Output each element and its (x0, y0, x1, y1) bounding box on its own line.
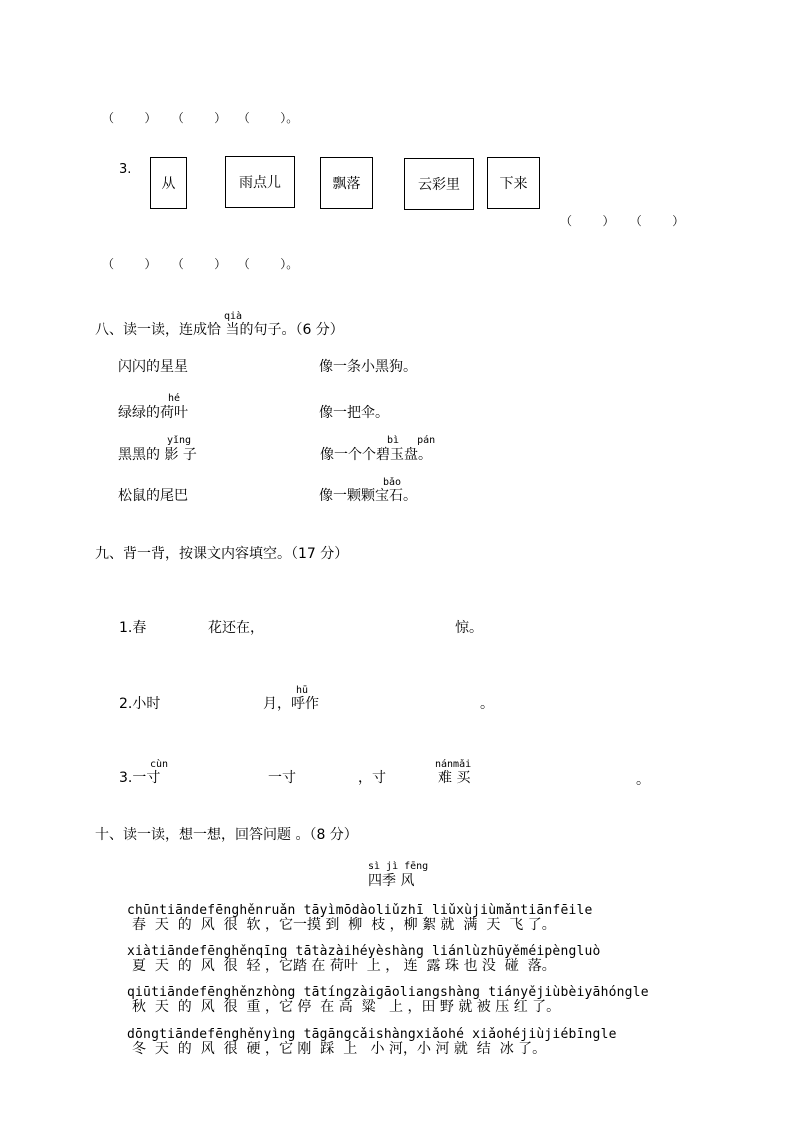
fill-blank-text: 。 (480, 696, 494, 712)
poem-text-line: 春 天 的 风 很 软 ，它一摸 到 柳 枝 ，柳 絮 就 满 天 飞 了。 (132, 917, 556, 933)
pinyin-annotation: nánmǎi (435, 759, 472, 770)
pinyin-annotation: hé (168, 393, 181, 404)
pinyin-annotation: qià (224, 311, 243, 322)
poem-text-line: 秋 天 的 风 很 重 ，它 停 在 高 粱 上 ，田 野 就 被 压 红 了。 (132, 999, 561, 1015)
word-card: 从 (150, 157, 187, 209)
match-left-item: 闪闪的星星 (118, 359, 188, 375)
fill-blank-text: 惊。 (455, 620, 483, 636)
word-card: 云彩里 (404, 158, 474, 210)
fill-blank-text: ，寸 (358, 770, 386, 786)
pinyin-annotation: sì jì fēng (368, 861, 429, 872)
match-right-item: 像一个个碧玉盘。 (320, 447, 432, 463)
pinyin-annotation: cùn (150, 759, 169, 770)
poem-pinyin-line: qiūtiāndefēnghěnzhòng tātíngzàigāoliangshàng tiányějiùbèiyāhóngle (127, 985, 649, 1000)
word-card: 飘落 (320, 157, 373, 209)
answer-parens-row: （ ） （ ） (560, 214, 685, 228)
section-heading: 八、读一读，连成恰 当的句子。（6 分） (95, 322, 344, 338)
fill-blank-text: 2.小时 (119, 696, 161, 712)
fill-blank-text: 一寸 (268, 770, 296, 786)
match-right-item: 像一把伞。 (319, 405, 389, 421)
poem-text-line: 冬 天 的 风 很 硬 ，它 刚 踩 上 小 河，小 河 就 结 冰 了。 (132, 1041, 547, 1057)
word-card: 下来 (487, 157, 540, 209)
section-heading: 十、读一读，想一想，回答问题 。（8 分） (95, 827, 358, 843)
poem-pinyin-line: dōngtiāndefēnghěnyìng tāgāngcǎishàngxiǎohé xiǎohéjiùjiébīngle (127, 1027, 617, 1042)
fill-blank-text: 3.一寸 (119, 770, 161, 786)
match-left-item: 黑黑的 影 子 (118, 447, 197, 463)
fill-blank-text: 。 (636, 772, 650, 788)
fill-blank-text: 月，呼作 (263, 696, 319, 712)
match-right-item: 像一颗颗宝石。 (319, 488, 417, 504)
poem-pinyin-line: chūntiāndefēnghěnruǎn tāyìmōdàoliǔzhī liǔxùjiùmǎntiānfēile (127, 903, 593, 918)
section-heading: 九、背一背，按课文内容填空。（17 分） (95, 546, 349, 562)
match-left-item: 松鼠的尾巴 (118, 488, 188, 504)
pinyin-annotation: bǎo (383, 477, 402, 488)
match-right-item: 像一条小黑狗。 (319, 359, 417, 375)
poem-title: 四季 风 (368, 873, 415, 889)
question-number: 3. (119, 162, 132, 177)
poem-pinyin-line: xiàtiāndefēnghěnqīng tātàzàihéyèshàng liánlùzhūyěméipèngluò (127, 944, 601, 959)
pinyin-annotation: yǐng (167, 435, 192, 446)
fill-blank-text: 花还在， (208, 620, 264, 636)
answer-parens-row: （ ） （ ） （ ）。 (102, 111, 299, 125)
match-left-item: 绿绿的荷叶 (118, 405, 188, 421)
pinyin-annotation: bì pán (387, 435, 436, 446)
word-card: 雨点儿 (225, 156, 295, 208)
poem-text-line: 夏 天 的 风 很 轻 ，它踏 在 荷叶 上 ， 连 露 珠 也 没 碰 落。 (132, 958, 556, 974)
answer-parens-row: （ ） （ ） （ ）。 (102, 257, 299, 271)
fill-blank-text: 1.春 (119, 620, 147, 636)
fill-blank-text: 难 买 (438, 770, 471, 786)
pinyin-annotation: hū (296, 685, 309, 696)
